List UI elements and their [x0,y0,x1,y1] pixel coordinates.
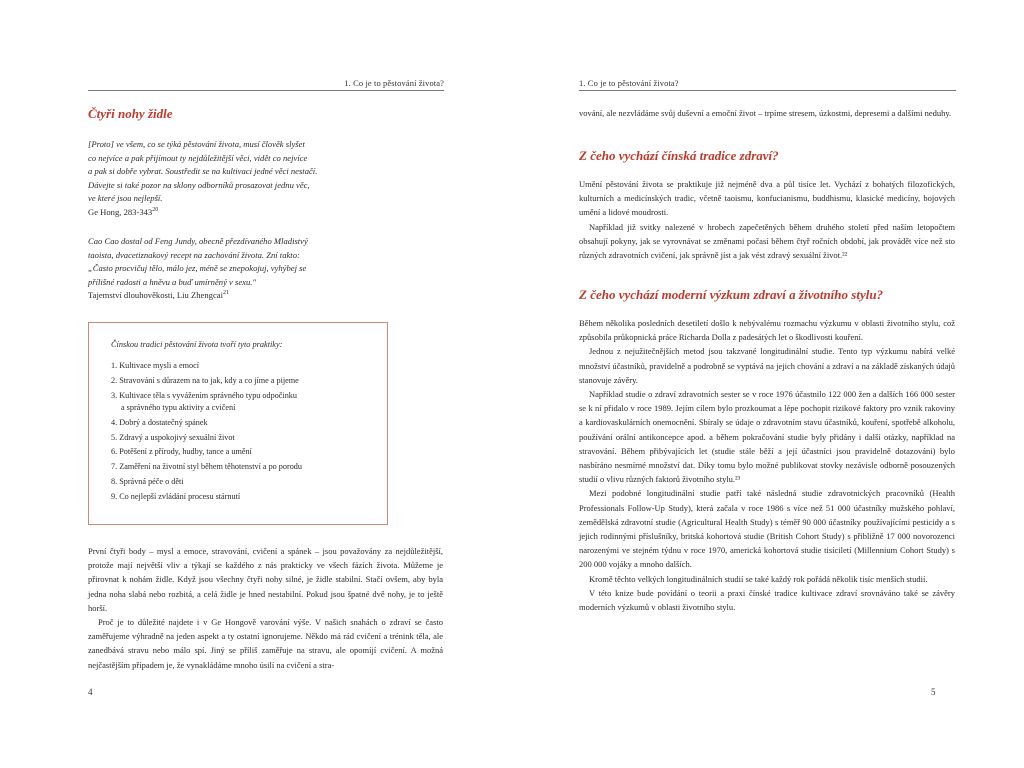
right-page [512,0,1024,768]
paragraph: Jednou z nejužitečnějších metod jsou takzvané longitudinální studie. Tento typ výzkumu nabírá velké množství účastníků, pravidelně a podrobně se vyptává na jejich chování a zdraví a na základě získaných údajů stanovuje závěry. [579,346,955,385]
quote-line: co nejvíce a pak přijímout ty nejdůležitější věci, vidět co nejvíce [88,152,308,163]
body-text [579,316,955,614]
header-rule [88,90,444,91]
page-number: 4 [88,687,93,697]
paragraph: vování, ale nezvládáme svůj duševní a emoční život – trpíme stresem, úzkostmi, depresemi a dalšími neduhy. [579,108,952,118]
quote-line: přílišné radosti a hněvu a buď umírněný v sexu." [88,276,257,287]
paragraph: Například již svitky nalezené v hrobech zapečetěných během druhého století před naším letopočtem obsahují pokyny, jak se vyrovnávat se změnami počasí během čtyř ročních období, jak provádět více než sto různých zdravotních cvičení, jak správně jíst a jak vést zdravý sexuální život.²² [579,221,955,261]
list-item: 6. Potěšení z přírody, hudby, tance a umění [111,447,252,457]
body-text [88,544,443,672]
paragraph: Mezi podobné longitudinální studie patří také následná studie zdravotnických pracovníků (Health Professionals Follow-Up Study), která začala v roce 1986 s více než 51 000 účastníky mužského pohlaví, zemědělská zdravotní studie (Agricultural Health Study) s téměř 90 000 účastníky používajícími pesticidy a s jejich rodinnými příslušníky, britská kohortová studie (British Cohort Study) s přibližně 17 000 novorozenci narozenými ve stejném týdnu v roce 1970, americká kohortová studie tisíciletí (Millennium Cohort Study) s 200 000 vojáky a mnoho dalších. [579,488,955,570]
paragraph: Například studie o zdraví zdravotních sester se v roce 1976 účastnilo 122 000 žen a dalších 166 000 sester se k ní přidalo v roce 1989. Jejím cílem bylo prozkoumat a lépe pochopit rizikové faktory pro vznik rakoviny a kardiovaskulárních onemocnění. Sbíraly se údaje o zdravotním stavu účastníků, kouření, spotřebě alkoholu, používání orální antikoncepce apod. a během pokračování studie byly přidány i další otázky, například na stravování. Během přibývajících let (studie stále běží a její účastníci jsou pravidelně dotazováni) bylo nasbíráno nesmírné množství dat. Díky tomu bylo možné publikovat stovky nezávisle odborně posouzených studií o vlivu různých faktorů životního stylu.²³ [579,389,955,485]
quote-line: „Často procvičuj tělo, málo jez, méně se znepokojuj, vyhýbej se [88,263,307,273]
paragraph: V této knize bude povídání o teorii a praxi čínské tradice kultivace zdraví srovnáváno také se závěry moderních výzkumů v oblasti životního stylu. [579,587,955,613]
section-heading: Čtyři nohy židle [88,106,173,121]
practices-list [111,360,302,506]
list-item: 9. Co nejlepší zvládání procesu stárnutí [111,491,241,501]
quote-source: Tajemství dlouhověkosti, Liu Zhengcai$^{21}$ [88,290,229,300]
quote-line: [Proto] ve všem, co se týká pěstování života, musí člověk slyšet [88,139,305,149]
footnote-marker: 20 [152,206,159,213]
footnote-marker: 21 [222,290,229,297]
list-item: 3. Kultivace těla s vyvážením správného typu odpočinku [111,390,297,400]
section-heading: Z čeho vychází čínská tradice zdraví? [579,148,779,163]
section-heading: Z čeho vychází moderní výzkum zdraví a životního stylu? [579,287,884,302]
body-text [579,177,955,262]
header-rule [579,90,956,91]
paragraph: Proč je to důležité najdete i v Ge Hongově varování výše. V našich snahách o zdraví se často zaměřujeme výhradně na jeden aspekt a ty ostatní ignorujeme. Někdo má rád cvičení a trénink těla, ale zanedbává stravu nebo málo spí. Jiný se příliš zaměřuje na stravu, ale opomíjí cvičení. A možná nejčastějším případem je, že vynakládáme mnoho úsilí na cvičení a stra- [88,617,443,670]
list-item: 8. Správná péče o děti [111,476,184,486]
quote-line: a pak si dobře vybrat. Soustředit se na kultivaci jedné věci nestačí. [88,166,318,176]
paragraph: Kromě těchto velkých longitudinálních studií se také každý rok pořádá několik tisíc menších studií. [589,573,928,584]
list-item: 1. Kultivace mysli a emocí [111,361,199,370]
list-item: 7. Zaměření na životní styl během těhotenství a po porodu [111,462,302,472]
paragraph: První čtyři body – mysl a emoce, stravování, cvičení a spánek – jsou považovány za nejdůležitější, protože mají největší vliv a týkají se každého z nás prakticky ve všech fázích života. Můžeme je přirovnat k nohám židle. Když jsou všechny čtyři nohy silné, je židle stabilní. Stačí ovšem, aby byla jedna noha slabá nebo rozbitá, a celá židle je hned nestabilní. Pokud jsou špatné dvě nohy, je to ještě horší. [88,546,443,613]
quote-line: ve které jsou nejlepší. [88,193,163,203]
quote-source: Ge Hong, $283-343^{20}$ [88,206,159,217]
running-head: 1. Co je to pěstování života? [344,78,444,88]
list-item: 5. Zdravý a uspokojivý sexuální život [111,432,235,442]
paragraph: Během několika posledních desetiletí došlo k nebývalému rozmachu výzkumu v oblasti životního stylu, což způsobila průkopnická práce Richarda Dolla z padesátých let o škodlivosti kouření. [579,318,955,343]
running-head: 1. Co je to pěstování života? [579,78,679,88]
epigraph-quote-1 [88,138,388,219]
page-number: 5 [931,687,936,697]
quote-line: Dávejte si také pozor na sklony odborníků prosazovat jednu věc, [88,179,310,190]
quote-line: Cao Cao dostal od Feng Jundy, obecně přezdívaného Mladistvý [88,236,308,246]
epigraph-quote-2 [88,235,388,303]
list-item: a správného typu aktivity a cvičení [121,403,236,412]
body-text [579,106,955,120]
box-title: Čínskou tradici pěstování života tvoří tyto praktiky: [111,340,283,349]
quote-line: taoista, dvacetiznakový recept na zachování života. Zní takto: [88,249,300,260]
list-item: 4. Dobrý a dostatečný spánek [111,417,208,427]
practices-box [88,322,388,525]
list-item: 2. Stravování s důrazem na to jak, kdy a co jíme a pijeme [111,375,299,385]
paragraph: Umění pěstování života se praktikuje již nejméně dva a půl tisíce let. Vychází z bohatých filozofických, kulturních a medicínských tradic, včetně taoismu, konfucianismu, buddhismu, klasické medicíny, bojových umění a lidové moudrosti. [579,179,955,218]
